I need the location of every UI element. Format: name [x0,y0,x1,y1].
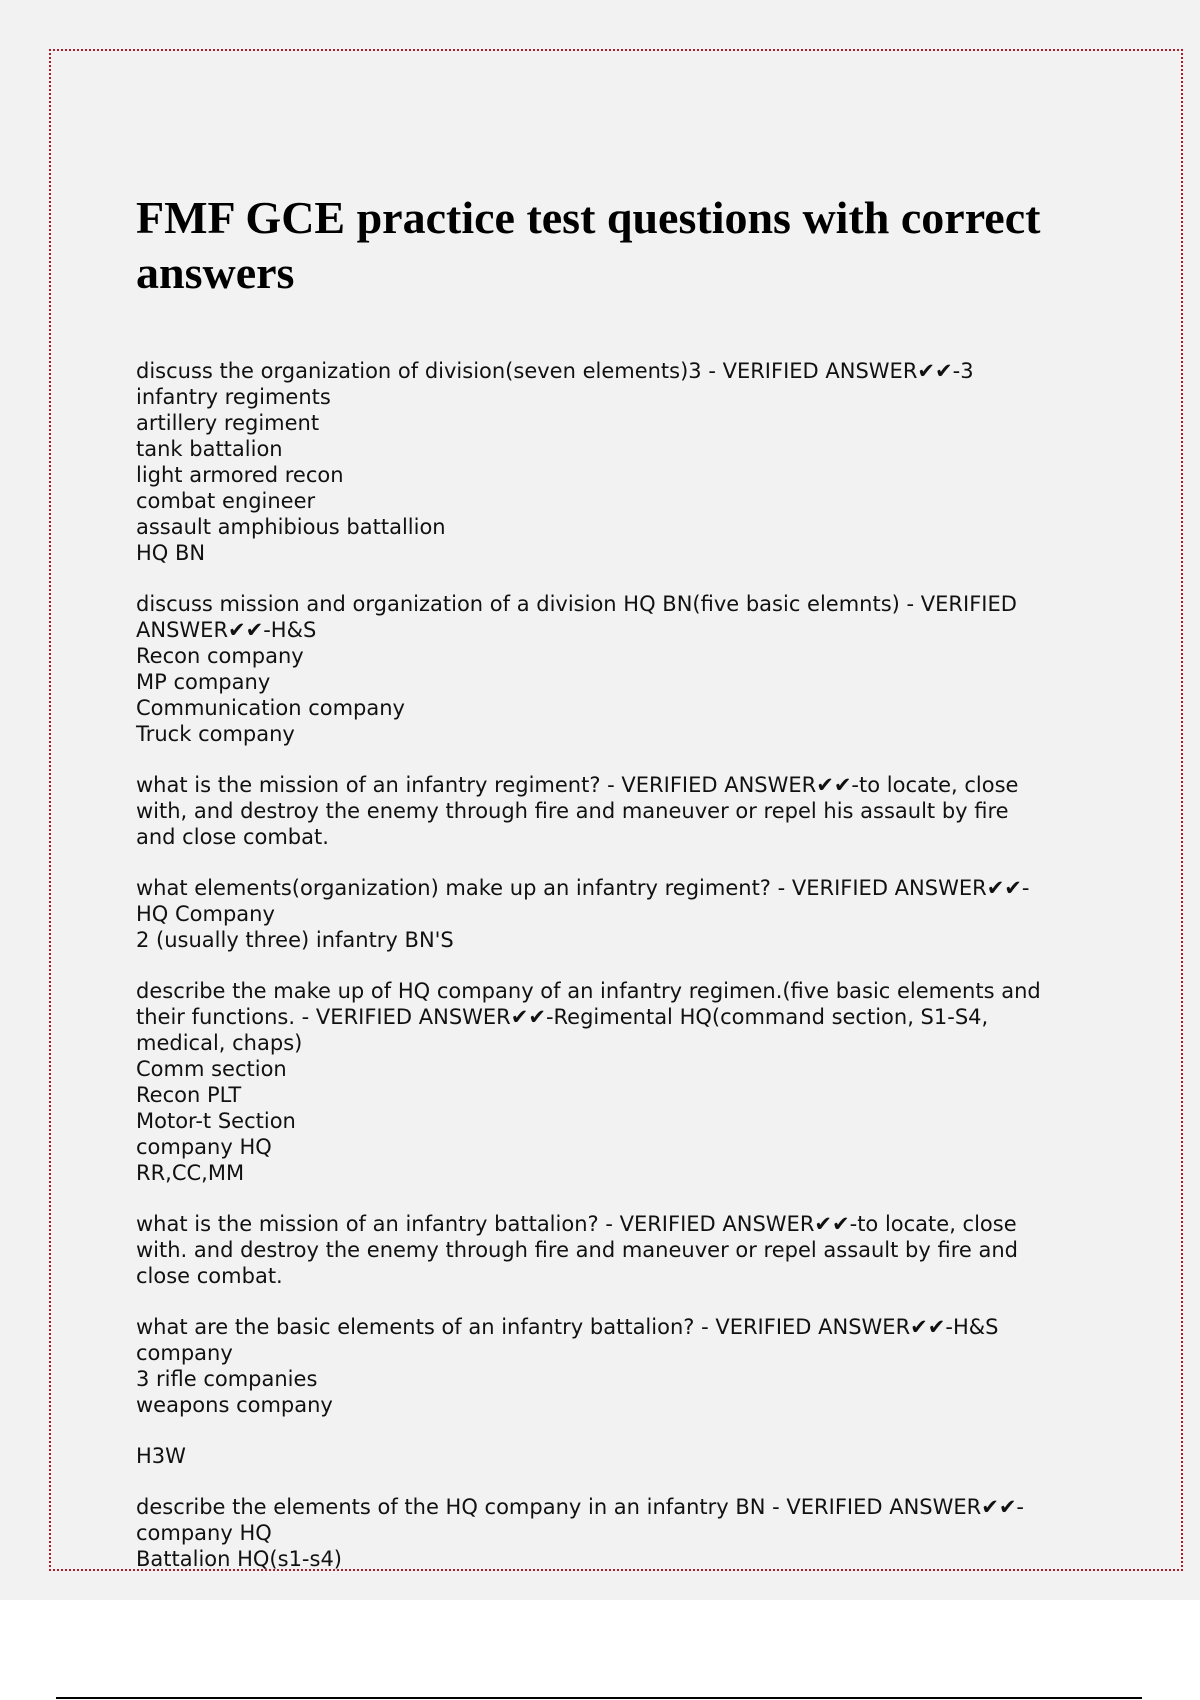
document-content [136,190,1096,1597]
qa-entry-division-organization: discuss the organization of division(seven elements)3 - VERIFIED ANSWER✔✔-3 infantry regiments artillery regiment tank battalion light armored recon combat engineer assault amphibious battallion HQ BN [136,359,974,565]
qa-entry-infantry-battalion-elements: what are the basic elements of an infantry battalion? - VERIFIED ANSWER✔✔-H&S company 3 rifle companies weapons company [136,1315,999,1417]
qa-entry-infantry-regiment-elements: what elements(organization) make up an infantry regiment? - VERIFIED ANSWER✔✔- HQ Company 2 (usually three) infantry BN'S [136,876,1030,952]
qa-entry-division-hq-bn: discuss mission and organization of a division HQ BN(five basic elemnts) - VERIFIED ANSWER✔✔-H&S Recon company MP company Communication company Truck company [136,592,1017,746]
qa-entry-infantry-regiment-mission: what is the mission of an infantry regiment? - VERIFIED ANSWER✔✔-to locate, close with, and destroy the enemy through fire and maneuver or repel his assault by fire and close combat. [136,773,1019,849]
page-footer-area [0,1600,1200,1700]
footer-divider [56,1697,1142,1699]
qa-entry-mnemonic: H3W [136,1444,186,1468]
document-title: FMF GCE practice test questions with correct answers [136,192,1041,298]
qa-entry-infantry-battalion-mission: what is the mission of an infantry battalion? - VERIFIED ANSWER✔✔-to locate, close with. and destroy the enemy through fire and maneuver or repel assault by fire and close combat. [136,1212,1018,1288]
qa-entry-bn-hq-company: describe the elements of the HQ company in an infantry BN - VERIFIED ANSWER✔✔- company HQ Battalion HQ(s1-s4) [136,1495,1024,1571]
qa-entry-regiment-hq-company: describe the make up of HQ company of an infantry regimen.(five basic elements and their functions. - VERIFIED ANSWER✔✔-Regimental HQ(command section, S1-S4, medical, chaps) Comm section Recon PLT Motor-t Section company HQ RR,CC,MM [136,979,1041,1185]
